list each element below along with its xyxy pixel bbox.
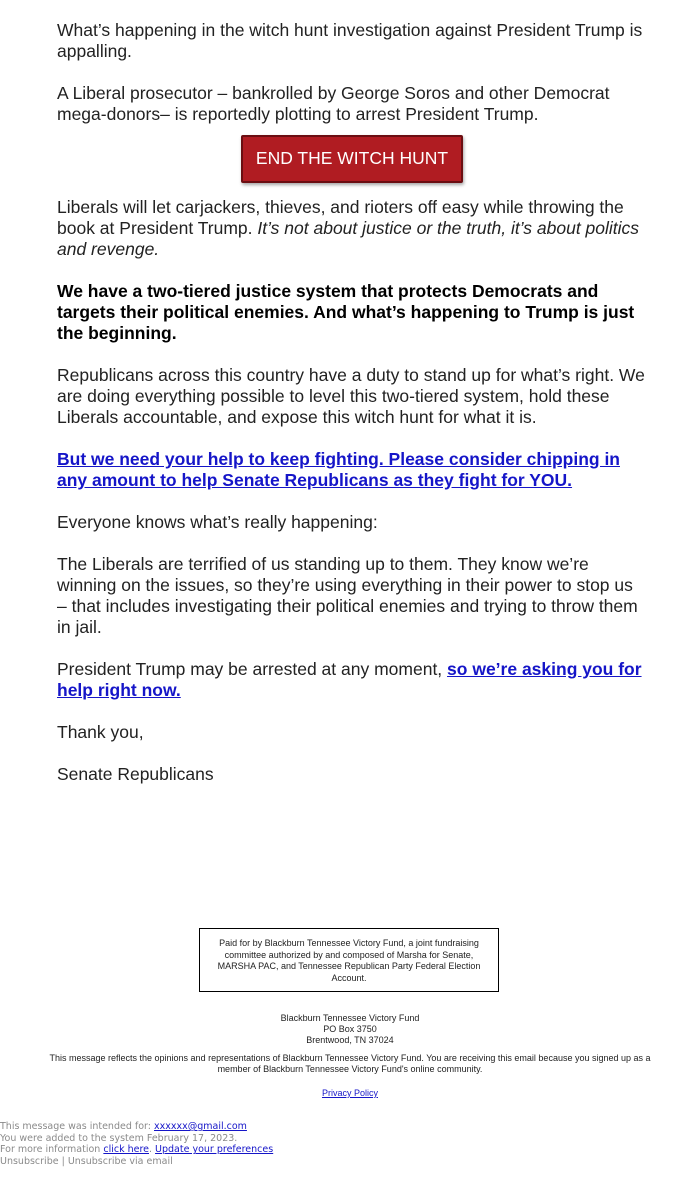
- paragraph-republicans-duty: Republicans across this country have a duty to stand up for what’s right. We are doing everything possible to level this two-tiered system, hold these Liberals accountable, and expose this witch hunt for what it is.: [57, 365, 645, 427]
- recipient-email-link[interactable]: xxxxxx@gmail.com: [154, 1121, 247, 1132]
- liberals-text: Liberals will let carjackers, thieves, and rioters off easy while throwing the book at President Trump.: [57, 197, 624, 238]
- signature: Senate Republicans: [57, 764, 214, 784]
- update-preferences-link[interactable]: Update your preferences: [155, 1144, 274, 1156]
- opinion-notice: This message reflects the opinions and representations of Blackburn Tennessee Victory Fund. You are receiving this email because you signed up as a member of Blackburn Tennessee Victory Fund's online community.: [49, 1053, 651, 1074]
- paragraph-intro: What’s happening in the witch hunt investigation against President Trump is appalling.: [57, 20, 643, 61]
- paragraph-liberals: [57, 197, 647, 260]
- intended-for-line: [0, 1121, 273, 1133]
- unsubscribe-link[interactable]: Unsubscribe: [0, 1156, 59, 1168]
- paragraph-everyone-knows: Everyone knows what’s really happening:: [57, 512, 378, 532]
- privacy-row: [0, 1088, 700, 1099]
- paragraph-donate-link: [57, 449, 647, 491]
- paid-for-disclaimer: Paid for by Blackburn Tennessee Victory Fund, a joint fundraising committee authorized by and composed of Marsha for Senate, MARSHA PAC, and Tennessee Republican Party Federal Election Account.: [199, 928, 499, 992]
- unsubscribe-separator: |: [58, 1156, 68, 1168]
- privacy-policy-link[interactable]: Privacy Policy: [321, 1088, 378, 1098]
- added-date-line: You were added to the system February 17, 2023.: [0, 1132, 238, 1144]
- address-city: Brentwood, TN 37024: [306, 1035, 394, 1045]
- intended-label: This message was intended for:: [0, 1121, 154, 1132]
- more-info-line: [0, 1144, 273, 1156]
- paragraph-liberals-terrified: The Liberals are terrified of us standing up to them. They know we’re winning on the issues, so they’re using everything in their power to stop us – that includes investigating their political enemies and trying to throw them in jail.: [57, 554, 638, 637]
- liberals-italic-text: It’s not about justice or the truth, it’s about politics and revenge.: [57, 218, 640, 259]
- end-witch-hunt-button[interactable]: END THE WITCH HUNT: [241, 135, 463, 183]
- click-here-link[interactable]: click here: [103, 1144, 149, 1156]
- unsubscribe-email-link[interactable]: Unsubscribe via email: [67, 1156, 173, 1168]
- unsubscribe-line: [0, 1156, 273, 1168]
- cta-container: [57, 135, 647, 183]
- paragraph-arrest: [57, 659, 647, 701]
- period-separator: .: [149, 1144, 156, 1156]
- email-body: [57, 20, 647, 806]
- more-info-label: For more information: [0, 1144, 104, 1156]
- system-footer: [0, 1121, 273, 1168]
- paragraph-prosecutor: A Liberal prosecutor – bankrolled by George Soros and other Democrat mega-donors– is reportedly plotting to arrest President Trump.: [57, 83, 610, 124]
- chip-in-link[interactable]: But we need your help to keep fighting. Please consider chipping in any amount to help Senate Republicans as they fight for YOU.: [57, 449, 620, 490]
- address-name: Blackburn Tennessee Victory Fund: [280, 1013, 420, 1023]
- mailing-address: [0, 1013, 700, 1046]
- paragraph-two-tiered: We have a two-tiered justice system that protects Democrats and targets their political enemies. And what’s happening to Trump is just the beginning.: [57, 281, 635, 343]
- address-po-box: PO Box 3750: [323, 1024, 377, 1034]
- arrest-text: President Trump may be arrested at any moment,: [57, 659, 448, 679]
- signoff: Thank you,: [57, 722, 144, 742]
- ask-help-link[interactable]: so we’re asking you for help right now.: [57, 659, 642, 700]
